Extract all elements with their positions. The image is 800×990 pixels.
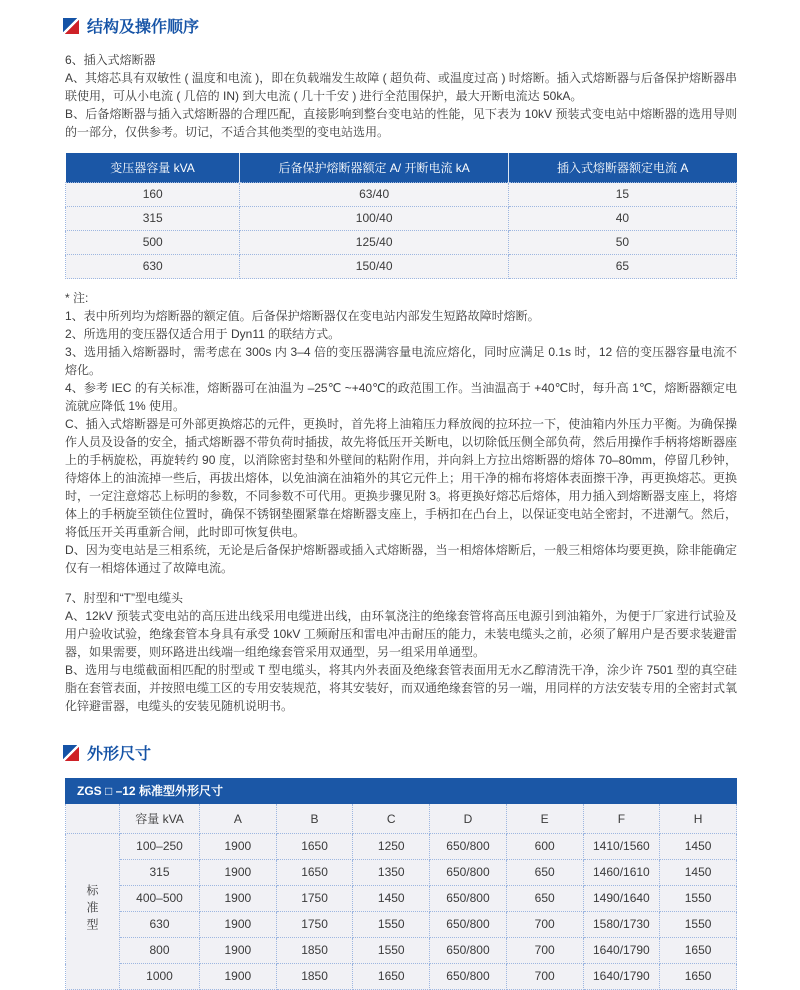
table-cell: 650/800 — [430, 834, 507, 860]
table-cell: 1900 — [200, 964, 277, 990]
table-header-cell: C — [353, 804, 430, 834]
section-heading-structure — [63, 14, 737, 37]
table-header-row — [66, 153, 737, 183]
dimension-table-title: ZGS □ –12 标准型外形尺寸 — [65, 778, 737, 804]
table-row — [66, 886, 737, 912]
section-title-structure: 结构及操作顺序 — [87, 19, 200, 36]
table-cell: 1550 — [660, 912, 737, 938]
table-cell: 1650 — [353, 964, 430, 990]
table-cell: 160 — [66, 183, 240, 207]
table-cell: 1640/1790 — [583, 964, 660, 990]
table-cell: 700 — [506, 964, 583, 990]
table-header-cell: B — [276, 804, 353, 834]
table-cell: 1000 — [120, 964, 200, 990]
table-cell: 1900 — [200, 860, 277, 886]
table-cell: 1900 — [200, 886, 277, 912]
table-cell: 125/40 — [240, 231, 508, 255]
table-header-cell: 变压器容量 kVA — [66, 153, 240, 183]
table-cell: 1450 — [353, 886, 430, 912]
section-title-dimensions: 外形尺寸 — [87, 746, 152, 763]
table-cell: 1900 — [200, 834, 277, 860]
table-cell: 400–500 — [120, 886, 200, 912]
notes-block — [65, 289, 737, 577]
table-cell: 1750 — [276, 912, 353, 938]
table-cell: 650 — [506, 860, 583, 886]
table-cell: 40 — [508, 207, 736, 231]
table-cell: 1550 — [353, 938, 430, 964]
table-row — [66, 255, 737, 279]
table-row — [66, 912, 737, 938]
row-group-label — [66, 834, 120, 990]
table-cell: 1490/1640 — [583, 886, 660, 912]
table-cell: 150/40 — [240, 255, 508, 279]
row-group-label-text: 标准型 — [85, 883, 99, 935]
notes-label: * 注: — [65, 291, 89, 305]
table-cell: 1850 — [276, 964, 353, 990]
table-cell: 100/40 — [240, 207, 508, 231]
table-row — [66, 183, 737, 207]
table-cell: 1580/1730 — [583, 912, 660, 938]
table-cell: 650/800 — [430, 964, 507, 990]
table-header-cell: F — [583, 804, 660, 834]
table-cell: 650/800 — [430, 938, 507, 964]
table-header-row — [66, 804, 737, 834]
note-item-c: C、插入式熔断器是可外部更换熔芯的元件，更换时，首先将上油箱压力释放阀的拉环拉一下，使油箱内外压力平衡。为确保操作人员及设备的安全，插式熔断器不带负荷时插拔，故先将低压开关断电，以切除低压侧全部负荷，然后用操作手柄将熔断器座上的手柄旋松，再旋转约 90 度，以消除密封垫和外壁间的粘附作用，并向斜上方拉出熔断器的熔体 70–80mm，停留几秒钟，待熔体上的油流掉一些后，再拔出熔体，以免油滴在油箱外的其它元件上；用干净的棉布将熔体表面擦干净，再更换熔芯。更换时，一定注意熔芯上标明的参数，不同参数不可代用。更换步骤见附 3。将更换好熔芯后熔体，用力插入到熔断器支座上，将熔体上的手柄旋至锁住位置时，确保不锈钢垫圈紧靠在熔断器支座上，手柄扣在凸台上，以保证变电站全密封，不进潮气。然后，将低压开关再重新合闸，此时即可恢复供电。 — [65, 417, 738, 539]
section-heading-dimensions — [63, 741, 737, 764]
paragraph-cable-heading: 7、肘型和“T”型电缆头 — [65, 591, 183, 605]
dimension-table-block — [65, 778, 737, 990]
table-cell: 630 — [120, 912, 200, 938]
cable-head-paragraphs — [65, 589, 737, 715]
table-cell: 1650 — [276, 860, 353, 886]
table-cell: 1550 — [660, 886, 737, 912]
table-cell: 1900 — [200, 938, 277, 964]
table-cell: 50 — [508, 231, 736, 255]
table-cell: 650/800 — [430, 860, 507, 886]
table-cell: 700 — [506, 938, 583, 964]
paragraph-fuse-b: B、后备熔断器与插入式熔断器的合理匹配，直接影响到整台变电站的性能，见下表为 10kV 预装式变电站中熔断器的选用导则的一部分，仅供参考。切记，不适合其他类型的变电站选用。 — [65, 107, 737, 139]
section-marker-icon — [63, 745, 79, 761]
table-header-cell: D — [430, 804, 507, 834]
table-cell: 1410/1560 — [583, 834, 660, 860]
paragraph-fuse-heading: 6、插入式熔断器 — [65, 53, 156, 67]
table-cell: 1250 — [353, 834, 430, 860]
table-row — [66, 938, 737, 964]
table-cell: 1750 — [276, 886, 353, 912]
table-cell: 1450 — [660, 860, 737, 886]
fuse-intro-paragraphs — [65, 51, 737, 141]
table-cell: 1550 — [353, 912, 430, 938]
table-cell: 1900 — [200, 912, 277, 938]
section-marker-icon — [63, 18, 79, 34]
table-header-cell: E — [506, 804, 583, 834]
dimension-table — [65, 804, 737, 990]
note-item-1: 1、表中所列均为熔断器的额定值。后备保护熔断器仅在变电站内部发生短路故障时熔断。 — [65, 309, 540, 323]
table-row — [66, 207, 737, 231]
table-header-cell: 容量 kVA — [120, 804, 200, 834]
table-cell: 1650 — [660, 938, 737, 964]
table-cell: 1640/1790 — [583, 938, 660, 964]
table-row — [66, 231, 737, 255]
table-row — [66, 964, 737, 990]
table-cell: 1650 — [276, 834, 353, 860]
note-item-d: D、因为变电站是三相系统，无论是后备保护熔断器或插入式熔断器，当一相熔体熔断后，一般三相熔体均要更换，除非能确定仅有一相熔体通过了故障电流。 — [65, 543, 737, 575]
paragraph-cable-a: A、12kV 预装式变电站的高压进出线采用电缆进出线，由环氧浇注的绝缘套管将高压电源引到油箱外，为便于厂家进行试验及用户验收试验，绝缘套管本身具有承受 10kV 工频耐压和雷电冲击耐压的能力，未装电缆头之前，必须了解用户是否要求装避雷器，如果需要，则环路进出线端一组绝缘套管采用双通型，另一组采用单通型。 — [65, 609, 737, 659]
table-header-cell: 插入式熔断器额定电流 A — [508, 153, 736, 183]
table-cell: 1460/1610 — [583, 860, 660, 886]
table-cell: 65 — [508, 255, 736, 279]
paragraph-fuse-a: A、其熔芯具有双敏性 ( 温度和电流 )，即在负载端发生故障 ( 超负荷、或温度过高 ) 时熔断。插入式熔断器与后备保护熔断器串联使用，可从小电流 ( 几倍的 IN) 到大电流 ( 几十千安 ) 进行全范围保护，最大开断电流达 50kA。 — [65, 71, 737, 103]
table-header-cell: H — [660, 804, 737, 834]
table-cell: 650/800 — [430, 912, 507, 938]
table-cell: 15 — [508, 183, 736, 207]
table-cell: 63/40 — [240, 183, 508, 207]
table-header-cell: 后备保护熔断器额定 A/ 开断电流 kA — [240, 153, 508, 183]
table-header-cell: A — [200, 804, 277, 834]
note-item-3: 3、选用插入熔断器时，需考虑在 300s 内 3–4 倍的变压器满容量电流应熔化，同时应满足 0.1s 时，12 倍的变压器容量电流不熔化。 — [65, 345, 737, 377]
table-cell: 700 — [506, 912, 583, 938]
note-item-2: 2、所选用的变压器仅适合用于 Dyn11 的联结方式。 — [65, 327, 341, 341]
table-header-cell-empty — [66, 804, 120, 834]
table-cell: 100–250 — [120, 834, 200, 860]
table-cell: 650/800 — [430, 886, 507, 912]
table-cell: 1350 — [353, 860, 430, 886]
table-cell: 315 — [120, 860, 200, 886]
table-cell: 800 — [120, 938, 200, 964]
table-cell: 650 — [506, 886, 583, 912]
table-cell: 630 — [66, 255, 240, 279]
fuse-selection-table — [65, 153, 737, 279]
table-cell: 500 — [66, 231, 240, 255]
paragraph-cable-b: B、选用与电缆截面相匹配的肘型或 T 型电缆头，将其内外表面及绝缘套管表面用无水乙醇清洗干净，涂少许 7501 型的真空硅脂在套管表面，并按照电缆工区的专用安装规范，将其安装好，而双通绝缘套管的另一端，用同样的方法安装专用的全密封式氧化锌避雷器，电缆头的安装见随机说明书。 — [65, 663, 738, 713]
note-item-4: 4、参考 IEC 的有关标准，熔断器可在油温为 –25℃ ~+40℃的政范围工作。当油温高于 +40℃时，每升高 1℃，熔断器额定电流就应降低 1% 使用。 — [65, 381, 737, 413]
table-cell: 1850 — [276, 938, 353, 964]
table-cell: 600 — [506, 834, 583, 860]
table-row — [66, 834, 737, 860]
table-cell: 1450 — [660, 834, 737, 860]
table-row — [66, 860, 737, 886]
table-cell: 1650 — [660, 964, 737, 990]
table-cell: 315 — [66, 207, 240, 231]
